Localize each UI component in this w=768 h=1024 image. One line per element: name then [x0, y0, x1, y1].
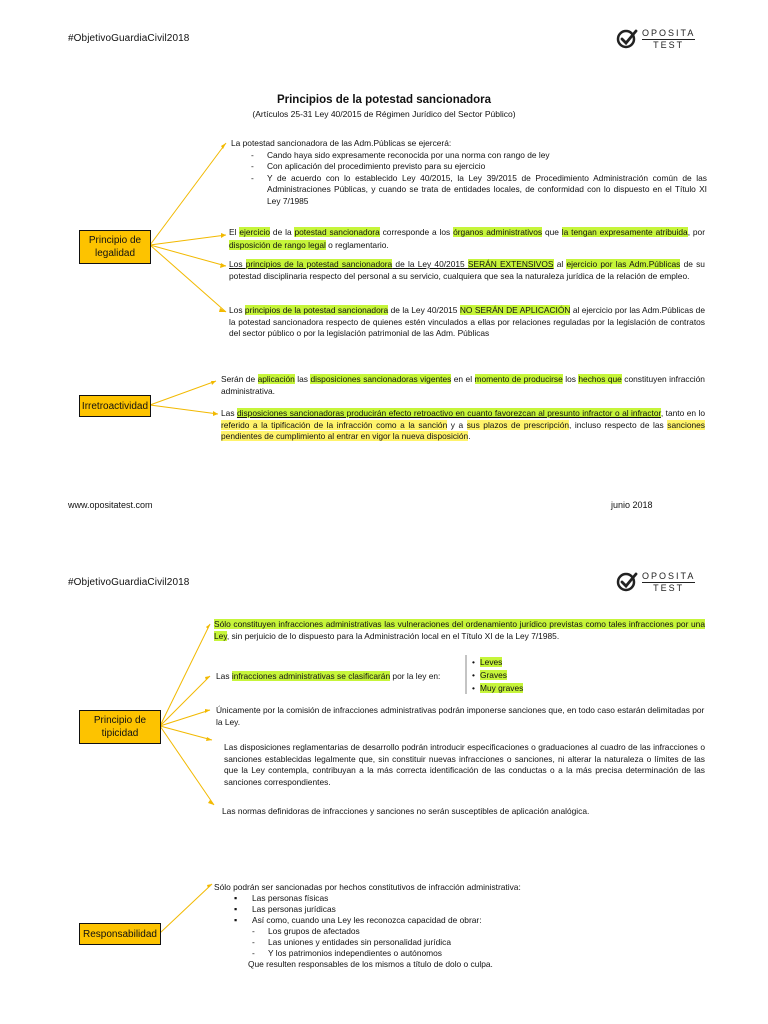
legalidad-item-1: - Cando haya sido expresamente reconocida por una norma con rango de ley [251, 150, 707, 162]
level-leves: • Leves [472, 656, 523, 669]
responsabilidad-outro: Que resulten responsables de los mismos a título de dolo o culpa. [248, 959, 493, 969]
legalidad-item-3: - Y de acuerdo con lo establecido Ley 40/2015, la Ley 39/2015 de Procedimiento Administración común de las Administraciones Públicas, y cuando se trata de entidades locales, de conformidad con lo dispuesto en el Título XI Ley 7/1985 [251, 173, 707, 208]
responsabilidad-subitem-3: - Y los patrimonios independientes o autónomos [252, 948, 705, 959]
tipicidad-paragraph-5: Las normas definidoras de infracciones y sanciones no serán susceptibles de aplicación analógica. [222, 806, 590, 816]
box-irretroactividad: Irretroactividad [79, 395, 151, 417]
opositatest-logo-page-2[interactable] [616, 571, 695, 593]
legalidad-item-2: - Con aplicación del procedimiento previsto para su ejercicio [251, 161, 707, 173]
responsabilidad-item-3: ▪ Así como, cuando una Ley les reconozca capacidad de obrar: [234, 915, 705, 926]
hashtag-page-2: #ObjetivoGuardiaCivil2018 [68, 577, 190, 588]
tipicidad-paragraph-3: Únicamente por la comisión de infracciones administrativas podrán imponerse sanciones que, en todo caso estarán delimitadas por la Ley. [216, 705, 705, 727]
tipicidad-paragraph-1: Sólo constituyen infracciones administrativas las vulneraciones del ordenamiento jurídico previstas como tales infracciones por una Ley, sin perjuicio de lo dispuesto para la Administración local en el Título XI de la Ley 7/1985. [214, 619, 705, 641]
box-principio-legalidad: Principio de legalidad [79, 230, 151, 264]
logo-bottom-text: TEST [653, 582, 685, 593]
responsabilidad-list [214, 882, 705, 970]
opositatest-logo[interactable] [616, 28, 695, 50]
box-principio-tipicidad: Principio de tipicidad [79, 710, 161, 744]
irretro-paragraph-2: Las disposiciones sancionadoras producirán efecto retroactivo en cuanto favorezcan al presunto infractor o al infractor, tanto en lo referido a la tipificación de la infracción como a la sanción y a sus plazos de prescripción, incluso respecto de las sanciones pendientes de cumplimiento al entrar en vigor la nueva disposición. [221, 408, 705, 441]
check-circle-icon [616, 571, 638, 593]
check-circle-icon [616, 28, 638, 50]
logo-top-text: OPOSITA [642, 27, 696, 38]
infraction-levels-list [468, 656, 523, 695]
level-graves: • Graves [472, 669, 523, 682]
footer-website-link[interactable]: www.opositatest.com [68, 500, 153, 510]
logo-bottom-text: TEST [653, 39, 685, 50]
irretro-paragraph-1: Serán de aplicación las disposiciones sancionadoras vigentes en el momento de producirse los hechos que constituyen infracción administrativa. [221, 374, 705, 396]
responsabilidad-item-1: ▪ Las personas físicas [234, 893, 705, 904]
legalidad-paragraph-2: El ejercicio de la potestad sancionadora corresponde a los órganos administrativos que la tengan expresamente atribuida, por disposición de rango legal o reglamentario. [229, 227, 705, 250]
box-responsabilidad: Responsabilidad [79, 923, 161, 945]
responsabilidad-subitem-1: - Los grupos de afectados [252, 926, 705, 937]
legalidad-paragraph-3: Los principios de la potestad sancionadora de la Ley 40/2015 SERÁN EXTENSIVOS al ejercicio por las Adm.Públicas de su potestad disciplinaria respecto del personal a su servicio, cualquiera que sea la naturaleza jurídica de la relación de empleo. [229, 259, 705, 281]
tipicidad-paragraph-4: Las disposiciones reglamentarias de desarrollo podrán introducir especificaciones o graduaciones al cuadro de las infracciones o sanciones establecidas legalmente que, sin constituir nuevas infracciones o sanciones, ni alterar la naturaleza o límites de las que la Ley contempla, contribuyan a la más correcta identificación de las conductas o a la más precisa determinación de las sanciones correspondientes. [224, 742, 705, 787]
page-subtitle: (Artículos 25-31 Ley 40/2015 de Régimen Jurídico del Sector Público) [252, 109, 516, 119]
footer-date: junio 2018 [611, 500, 653, 510]
legalidad-intro: La potestad sancionadora de las Adm.Públicas se ejercerá: [231, 138, 452, 148]
page-title: Principios de la potestad sancionadora [276, 94, 492, 106]
legalidad-conditions [231, 138, 707, 207]
responsabilidad-intro: Sólo podrán ser sancionadas por hechos constitutivos de infracción administrativa: [214, 882, 521, 892]
tipicidad-paragraph-2: Las infracciones administrativas se clasificarán por la ley en: [216, 671, 441, 681]
level-muy-graves: • Muy graves [472, 682, 523, 695]
responsabilidad-item-2: ▪ Las personas jurídicas [234, 904, 705, 915]
responsabilidad-subitem-2: - Las uniones y entidades sin personalidad jurídica [252, 937, 705, 948]
legalidad-paragraph-4: Los principios de la potestad sancionadora de la Ley 40/2015 NO SERÁN DE APLICACIÓN al ejercicio por las Adm.Públicas de la potestad sancionadora respecto de quienes estén vinculados a ellas por relaciones reguladas por la legislación de contratos del sector público o por la legislación patrimonial de las Adm. Públicas [229, 305, 705, 338]
logo-top-text: OPOSITA [642, 570, 696, 581]
hashtag: #ObjetivoGuardiaCivil2018 [68, 33, 190, 44]
